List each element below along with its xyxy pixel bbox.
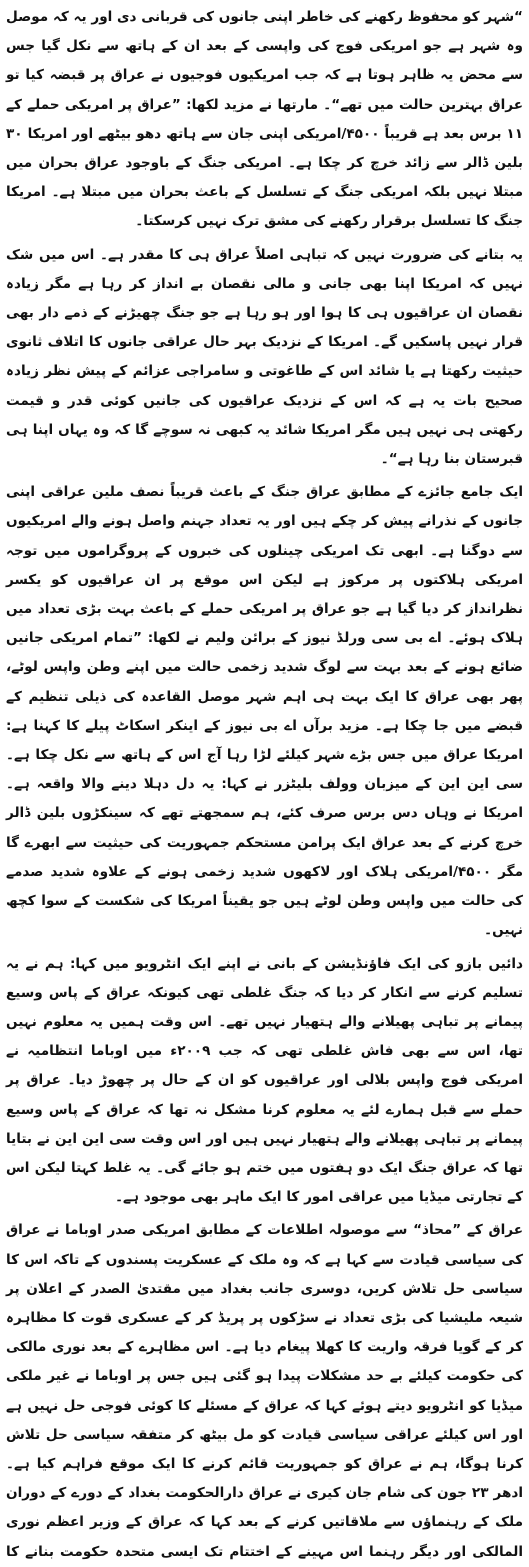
article-paragraph-4: دائیں بازو کی ایک فاؤنڈیشن کے بانی نے اپنے ایک انٹرویو میں کہا: ہم نے یہ تسلیم کرنے سے انکار کر دیا کہ جنگ غلطی تھی کیونکہ عراق کے پاس وسیع پیمانے پر تباہی پھیلانے والے ہتھیار نہیں تھے۔ اس وقت ہمیں یہ معلوم نہیں تھا، اس سے بھی فاش غلطی تھی کہ جب ۲۰۰۹ء میں اوباما انتظامیہ نے امریکی فوج واپس بلالی اور عراقیوں کو ان کے حال پر چھوڑ دیا۔ عراق پر حملے سے قبل ہمارے لئے یہ معلوم کرنا مشکل نہ تھا کہ عراق کے پاس وسیع پیمانے پر تباہی پھیلانے والے ہتھیار نہیں ہیں اور اس وقت سی این این نے بتایا تھا کہ عراق جنگ ایک دو ہفتوں میں ختم ہو جائے گی۔ یہ غلط کہتا لیکن اس کے تجارتی میڈیا میں عراقی امور کا ایک ماہر بھی موجود ہے۔ bbox=[6, 955, 523, 1206]
article-paragraph-5: عراق کے ”محاذ“ سے موصولہ اطلاعات کے مطابق امریکی صدر اوباما نے عراق کی سیاسی قیادت سے کہا ہے کہ وہ ملک کے عسکریت پسندوں کے تاکہ اس کا سیاسی حل تلاش کریں، دوسری جانب بغداد میں مقتدیٰ الصدر کے اعلان پر شیعہ ملیشیا کی بڑی تعداد نے سڑکوں پر پریڈ کر کے عسکری قوت کا مظاہرہ کر کے گویا فرقہ واریت کا کھلا پیغام دیا ہے۔ اس مظاہرے کے بعد نوری مالکی کی حکومت کیلئے بے حد مشکلات پیدا ہو گئی ہیں جس پر اوباما نے غیر ملکی میڈیا کو انٹرویو دیتے ہوئے کہا کہ عراق کے مسئلے کا کوئی فوجی حل نہیں ہے اور اس کیلئے عراقی سیاسی قیادت کو مل بیٹھ کر متفقہ سیاسی حل تلاش کرنا ہوگا، ہم نے عراق کو جمہوریت قائم کرنے کا ایک موقع فراہم کیا ہے۔ ادھر ۲۳ جون کی شام جان کیری نے عراق دارالحکومت بغداد کے دورے کے دوران ملک کے رہنماؤں سے ملاقاتیں کرنے کے بعد کہا کہ عراق کے وزیر اعظم نوری المالکی اور دیگر رہنما اس مہینے کے اختتام تک ایسی متحدہ حکومت بنانے کا bbox=[6, 1222, 524, 1560]
article-paragraph-3: ایک جامع جائزے کے مطابق عراق جنگ کے باعث قریباً نصف ملین عراقی اپنی جانوں کے نذرانے پیش کر چکے ہیں اور یہ تعداد جہنم واصل ہونے والے امریکیوں سے دوگنا ہے۔ ابھی تک امریکی چینلوں کی خبروں کے پروگراموں میں توجہ امریکی ہلاکتوں پر مرکوز ہے لیکن اس موقع پر ان عراقیوں کو یکسر نظرانداز کر دیا گیا ہے جو عراق پر امریکی حملے کے باعث بہت بڑی تعداد میں ہلاک ہوئے۔ اے بی سی ورلڈ نیوز کے برائن ولیم نے لکھا: ”تمام امریکی جانیں ضائع ہونے کے بعد بہت سے لوگ شدید زخمی حالت میں اپنے وطن واپس لوٹے، پھر بھی عراق کا ایک بہت ہی اہم شہر موصل القاعدہ کی ذیلی تنظیم کے قبضے میں جا چکا ہے۔ مزید برآں اے بی نیوز کے اینکر اسکاٹ پیلے کا کہنا ہے: امریکا عراق میں جس بڑے شہر کیلئے لڑا رہا آج اس کے ہاتھ سے نکل چکا ہے۔ سی این این کے میزبان وولف بلیٹزر نے کہا: یہ دل دہلا دینے والا واقعہ ہے۔ امریکا نے وہاں دس برس صرف کئے، ہم سمجھتے تھے کہ سینکڑوں بلین ڈالر خرچ کرنے کے بعد عراق ایک پرامن مستحکم جمہوریت کی حیثیت سے ابھرے گا مگر ۴۵۰۰/امریکی ہلاک اور لاکھوں شدید زخمی ہونے کے علاوہ شدید صدمے کی حالت میں واپس وطن لوٹے ہیں جو یقیناً امریکا کی شکست کے سوا کچھ نہیں۔ bbox=[6, 484, 524, 939]
article-body bbox=[6, 3, 524, 1560]
article-paragraph-2: یہ بتانے کی ضرورت نہیں کہ تباہی اصلاً عراق ہی کا مقدر ہے۔ اس میں شک نہیں کہ امریکا اپنا بھی جانی و مالی نقصان بے انداز کر رہا ہے مگر زیادہ نقصان ان عراقیوں ہی کا ہوا اور ہو رہا ہے جو جنگ چھیڑنے کے ذمے دار بھی قرار نہیں پاسکیں گے۔ امریکا کے نزدیک بہر حال عراقی جانوں کا اتلاف ثانوی حیثیت رکھتا ہے یا شائد اس کے طاغوتی و سامراجی عزائم کے پیش نظر زیادہ صحیح بات یہ ہے کہ اس کے نزدیک عراقیوں کی جانیں کوئی قدر و قیمت رکھتی ہی نہیں ہیں مگر امریکا شائد یہ کبھی نہ سوچے گا کہ وہ یہاں اپنا ہی قبرستان بنا رہا ہے“۔ bbox=[6, 246, 523, 468]
article-paragraph-1: “شہر کو محفوظ رکھنے کی خاطر اپنی جانوں کی قربانی دی اور یہ کہ موصل وہ شہر ہے جو امریکی فوج کی واپسی کے بعد ان کے ہاتھ سے نکل گیا جس سے محض یہ ظاہر ہوتا ہے کہ جب امریکیوں فوجیوں نے عراق پر قبضہ کیا تو عراق بہترین حالت میں تھے“۔ مارتھا نے مزید لکھا: ”عراق پر امریکی حملے کے ۱۱ برس بعد ہے قریباً ۴۵۰۰/امریکی اپنی جان سے ہاتھ دھو بیٹھے اور امریکا ۳۰ بلین ڈالر سے زائد خرچ کر چکا ہے۔ امریکی جنگ کے باوجود عراق بحران میں مبتلا نہیں بلکہ امریکی جنگ کے تسلسل کے باعث بحران میں مبتلا ہے۔ امریکا جنگ کا تسلسل برقرار رکھنے کی مشق ترک نہیں کرسکتا۔ bbox=[6, 9, 524, 230]
